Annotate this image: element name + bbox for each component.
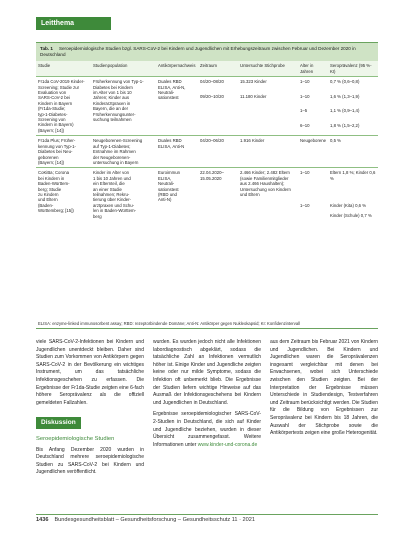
period-cell xyxy=(198,201,238,211)
sample-cell: 11.180 Kinder xyxy=(240,93,267,99)
paragraph xyxy=(153,411,261,449)
method-cell-line: Duales RBD xyxy=(158,79,182,85)
paragraph: wurden. Es wurden jedoch nicht alle Infektionen labordiagnostisch abgeklärt, sodass die tatsächliche Zahl an Infektionen vermutlich höher ist. Einige Kinder und Jugendliche zeigten keine oder nur milde Symptome, sodass die Infektion oft unbemerkt blieb. Die Ergebnisse der Studien liefern wichtige Hinweise auf das Ausmaß der Infektionsgeschehens bei Kindern und Jugendlichen in Deutschland. xyxy=(153,339,261,406)
sample-cell xyxy=(238,121,298,136)
table-row xyxy=(36,168,378,201)
prevalence-cell: 1,1 % (0,9–1,4) xyxy=(330,108,360,114)
study-table xyxy=(36,42,378,329)
column-header: Antikörpernachweis xyxy=(156,61,198,76)
age-cell: 1–10 xyxy=(298,168,328,201)
population-cell-line: len in Baden-Württem- xyxy=(93,208,136,214)
population-cell-line: auf Typ-1-Diabetes; xyxy=(93,143,131,149)
age-cell: 1–10 xyxy=(300,79,310,85)
table-caption-label: Tab. 1 xyxy=(40,46,53,51)
method-cell-line: sationstest xyxy=(158,95,179,101)
period-cell xyxy=(198,211,238,221)
study-cell-line: CoKiBa; Corona xyxy=(38,170,70,176)
paragraph-text: Ergebnisse seroepidemiologischer SARS-CoV-2-Studien in Deutschland, die sich auf Kinder und Jugendliche beziehen, wurden in dieser Übersicht zusammengefasst. Weitere Informationen unter xyxy=(153,411,261,448)
method-cell-line: (RBD und xyxy=(158,191,177,197)
study-cell-line: Evaluation von xyxy=(38,90,67,96)
method-cell xyxy=(156,168,198,221)
age-cell xyxy=(298,211,328,221)
population-cell-line: 1 bis 10 Jahren und xyxy=(93,175,131,181)
sample-cell: 2.466 Kinder; 2.482 Eltern (sowie Familienmitglieder aus 2.466 Haushalten); Untersuchung von Kindern und Eltern xyxy=(238,168,298,201)
population-cell-line: ein Elternteil, die xyxy=(93,181,125,187)
population-cell-line: der Neugeborenen- xyxy=(93,154,131,160)
study-cell-line: typ-1-Diabetes- xyxy=(38,111,68,117)
method-cell-line: ELISA, xyxy=(158,175,172,181)
page-footer xyxy=(36,517,255,523)
prevalence-cell: 1,6 % (1,3–1,9) xyxy=(330,93,360,99)
population-cell-line: suchung teilnahmen xyxy=(93,117,132,123)
study-cell-line: Württemberg; [15]) xyxy=(38,208,74,214)
method-cell-line: Euroimmun xyxy=(158,170,180,176)
subsection-heading: Seroepidemiologische Studien xyxy=(36,435,115,442)
population-cell-line: an einer Studie xyxy=(93,186,122,192)
population-cell-line: Früherkennungsunter- xyxy=(93,111,136,117)
study-cell-line: kennung von Typ-1- xyxy=(38,143,76,149)
table-row xyxy=(36,136,378,168)
table-body xyxy=(36,77,378,221)
study-cell-line: berg; Studie xyxy=(38,186,62,192)
population-cell-line: tierung über Kinder- xyxy=(93,197,131,203)
method-cell-line: ELISA, Anti-N, xyxy=(158,84,186,90)
study-cell-line: SARS-CoV-2 bei xyxy=(38,95,71,101)
study-cell-line: (Baden- xyxy=(38,202,54,208)
study-cell xyxy=(36,168,91,221)
method-cell-line: Neutrali- xyxy=(158,181,175,187)
method-cell-line: Anti-N) xyxy=(158,197,172,203)
population-cell-line: Kinderarztpraxen in xyxy=(93,100,131,106)
study-cell-line: Diabetes bei Neu- xyxy=(38,149,73,155)
population-cell-line: Kinder im Alter von xyxy=(93,170,130,176)
table-caption-text: Seroepidemiologische Studien bzgl. SARS-CoV-2 bei Kindern und Jugendlichen mit Erhebungszeitraum zwischen Februar und Dezember 2020 in Deutschland xyxy=(40,46,356,58)
study-cell-line: Fr1da Plus; Früher- xyxy=(38,138,76,144)
text-column-2 xyxy=(153,339,261,453)
prevalence-cell: 0,7 % (0,6–0,8) xyxy=(330,79,360,85)
period-cell: 04/20–06/20 xyxy=(198,136,238,168)
text-column-1 xyxy=(36,339,144,481)
population-cell-line: Jahren; Kinder aus xyxy=(93,95,130,101)
population-cell-line: Entnahme im Rahmen xyxy=(93,149,136,155)
sample-cell xyxy=(238,201,298,211)
population-cell xyxy=(91,136,156,168)
sample-cell xyxy=(238,106,298,120)
population-cell-line: Neugeborenen-Screening xyxy=(93,138,143,144)
sample-cell: 15.323 Kinder xyxy=(240,79,267,85)
footer-divider xyxy=(36,514,378,515)
prevalence-cell: Kinder (Schule) 0,7 % xyxy=(330,213,372,219)
column-header: Alter in Jahren xyxy=(298,61,328,76)
population-cell-line: berg xyxy=(93,213,102,219)
study-cell-line: Fr1da CoV-2019 Kinder- xyxy=(38,79,85,85)
column-header: Seroprävalenz (95 %-KI) xyxy=(328,61,378,76)
prevalence-cell: 1,8 % (1,5–2,2) xyxy=(330,122,360,128)
age-cell: 1–10 xyxy=(300,93,310,99)
study-table-grid xyxy=(36,61,378,221)
study-cell-line: (Bayern; [14]) xyxy=(38,127,65,133)
prevalence-cell: 0,5 % xyxy=(328,136,378,168)
period-cell: 04/20–08/20 xyxy=(200,79,224,85)
sample-cell xyxy=(238,211,298,221)
section-tag: Leitthema xyxy=(36,17,111,30)
study-cell-line: zu Kindern xyxy=(38,191,59,197)
population-cell-line: Früherkennung von Typ-1- xyxy=(93,79,144,85)
table-row xyxy=(36,77,378,92)
population-cell-line: Bayern, die an der xyxy=(93,106,129,112)
age-cell: Neugeborene xyxy=(298,136,328,168)
method-cell-line: ELISA, Anti-N xyxy=(158,143,185,149)
population-cell-line: arztpraxen und Schu- xyxy=(93,202,135,208)
period-cell xyxy=(198,106,238,120)
column-header: Zeitraum xyxy=(198,61,238,76)
population-cell-line: teilnahmen; Rekru- xyxy=(93,191,130,197)
population-cell-line: untersuchung in Bayern xyxy=(93,159,139,165)
study-cell-line: Screening von xyxy=(38,117,66,123)
website-link[interactable]: www.kinder-und-corona.de xyxy=(197,441,258,448)
prevalence-cell: Kinder (Kita) 0,6 % xyxy=(330,203,367,209)
population-cell-line: im Alter von 1 bis 10 xyxy=(93,90,132,96)
period-cell: 09/20–10/20 xyxy=(200,93,224,99)
population-cell xyxy=(91,168,156,221)
study-cell-line: Screening; Studie zur xyxy=(38,84,80,90)
study-cell-line: Kindern in Bayern xyxy=(38,100,73,106)
study-cell-line: und Eltern xyxy=(38,197,58,203)
method-cell-line: Neutrali- xyxy=(158,90,175,96)
study-cell xyxy=(36,136,91,168)
method-cell-line: Duales RBD xyxy=(158,138,182,144)
method-cell-line: sationstest xyxy=(158,186,179,192)
column-header: Untersuchte Stichprobe xyxy=(238,61,298,76)
age-cell: 6–10 xyxy=(300,122,310,128)
study-cell-line: Kindern in Bayern) xyxy=(38,122,74,128)
prevalence-cell: Eltern 1,8 %; Kinder 0,6 % xyxy=(328,168,378,201)
study-cell xyxy=(36,77,91,136)
paragraph: Bis Anfang Dezember 2020 wurden in Deutschland mehrere seroepidemiologische Studien zu SARS-CoV-2 bei Kindern und Jugendlichen veröffentlicht. xyxy=(36,446,144,476)
period-cell: 22.04.2020–15.05.2020 xyxy=(198,168,238,201)
paragraph: aus dem Zeitraum bis Februar 2021 von Kindern und Jugendlichen. Bei Kindern und Jugendlichen waren die Seroprävalenzen insgesamt vergleichbar mit denen bei Erwachsenen, wobei sich Unterschiede zwischen den Studien zeigten. Bei der Interpretation der Ergebnisse müssen Unterschiede in Studiendesign, Testverfahren und Zeitraum berücksichtigt werden. Die Studien für die Bildung von Ergebnissen zur Seroprävalenz bei Kindern bis 18 Jahren, die Auswahl der Stichprobe sowie die Antikörpertests zeigen eine große Heterogenität. xyxy=(270,339,378,437)
study-cell-line: (Fr1da-Studie; xyxy=(38,106,66,112)
method-cell xyxy=(156,136,198,168)
paragraph: viele SARS-CoV-2-Infektionen bei Kindern und Jugendlichen unentdeckt bleiben. Daher sind Studien zum Vorkommen von Antikörpern gegen SARS-CoV-2 in der Bevölkerung ein wichtiges Instrument, um das tatsächliche Infektionsgeschehen zu erfassen. Die Ergebnisse der Fr1da-Studie zeigten eine 6-fach höhere Seroprävalenz als die offiziell gemeldeten Fallzahlen. xyxy=(36,339,144,406)
age-cell: 1–5 xyxy=(300,108,308,114)
sample-cell: 1.916 Kinder xyxy=(238,136,298,168)
table-caption xyxy=(36,43,378,61)
table-footnote: ELISA: enzyme-linked immunosorbent assay; RBD: rezeptorbindende Domäne; Anti-N: Antikörper gegen Nukleokapsid; KI: Konfidenzintervall xyxy=(38,321,301,326)
column-header: Studie xyxy=(36,61,91,76)
period-cell xyxy=(198,121,238,136)
section-heading: Diskussion xyxy=(36,417,81,429)
journal-name: Bundesgesundheitsblatt – Gesundheitsforschung – Gesundheitsschutz 11 · 2021 xyxy=(54,517,255,523)
study-cell-line: geborenen xyxy=(38,154,59,160)
study-cell-line: bei Kindern in xyxy=(38,175,65,181)
study-cell-line: Baden-Württem- xyxy=(38,181,70,187)
page-number: 1436 xyxy=(36,517,49,523)
text-column-3 xyxy=(270,339,378,442)
age-cell: 1–10 xyxy=(300,203,310,209)
table-header-row xyxy=(36,61,378,76)
study-cell-line: (Bayern; [14]) xyxy=(38,159,65,165)
population-cell-line: Diabetes bei Kindern xyxy=(93,84,133,90)
column-header: Studienpopulation xyxy=(91,61,156,76)
method-cell xyxy=(156,77,198,136)
population-cell xyxy=(91,77,156,136)
